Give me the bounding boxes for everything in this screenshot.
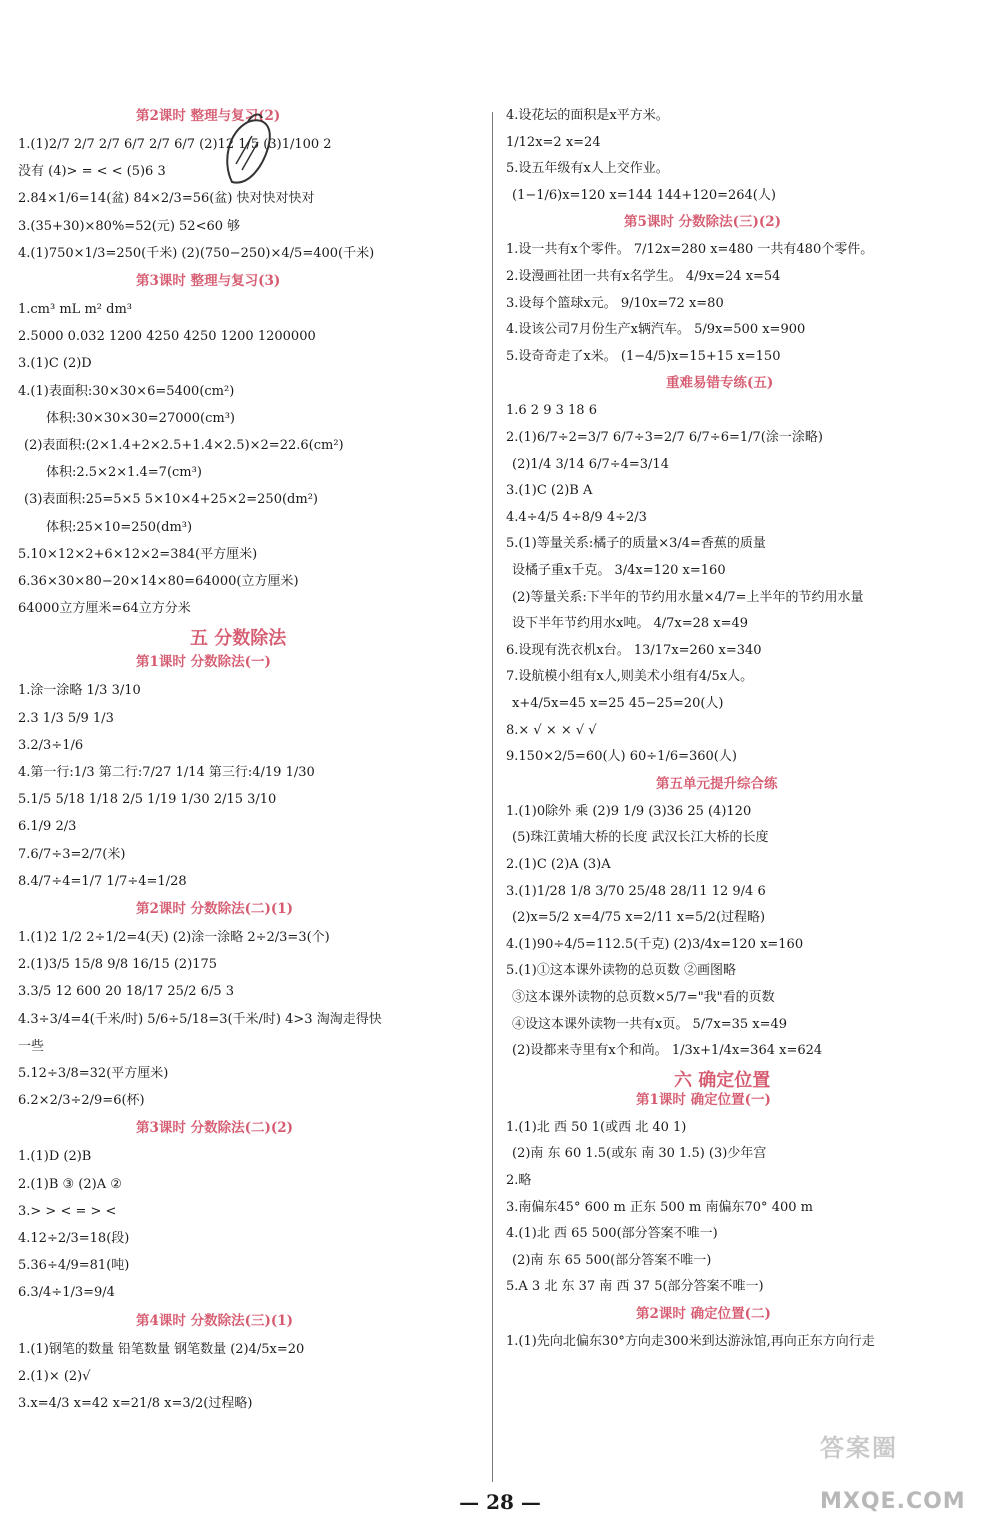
answer-line: 1.(1)2 1/2 2÷1/2=4(天) (2)涂一涂略 2÷2/3=3(个) [18, 930, 330, 945]
section-heading: 重难易错专练(五) [666, 375, 774, 392]
watermark-logo: 答案圈 [820, 1434, 898, 1462]
answer-line: 8.4/7÷4=1/7 1/7÷4=1/28 [18, 873, 187, 889]
answer-line: 1/12x=2 x=24 [506, 134, 601, 150]
answer-line: (2)x=5/2 x=4/75 x=2/11 x=5/2(过程略) [512, 910, 766, 926]
answer-line: 4.(1)90÷4/5=112.5(千克) (2)3/4x=120 x=160 [506, 936, 804, 952]
watermark [820, 1428, 990, 1514]
answer-line: 4.设花坛的面积是x平方米。 [506, 108, 669, 123]
answer-line: (1−1/6)x=120 x=144 144+120=264(人) [512, 187, 776, 203]
answer-line: (2)设都来寺里有x个和尚。 1/3x+1/4x=364 x=624 [512, 1043, 823, 1059]
answer-line: 4.(1)750×1/3=250(千米) (2)(750−250)×4/5=400(千米) [18, 245, 375, 261]
answer-line: x+4/5x=45 x=25 45−25=20(人) [512, 696, 724, 711]
answer-line: 3.(1)C (2)B A [506, 483, 593, 499]
answer-line: 1.cm³ mL m² dm³ [18, 302, 132, 317]
answer-line: 设橘子重x千克。 3/4x=120 x=160 [512, 563, 726, 578]
answer-line: (3)表面积:25=5×5 5×10×4+25×2=250(dm²) [24, 492, 318, 508]
answer-line: 5.12÷3/8=32(平方厘米) [18, 1066, 169, 1081]
answer-line: 3.南偏东45° 600 m 正东 500 m 南偏东70° 400 m [506, 1199, 813, 1215]
answer-line: 3.(1)1/28 1/8 3/70 25/48 28/11 12 9/4 6 [506, 883, 766, 899]
section-heading: 第2课时 整理与复习(2) [136, 108, 281, 124]
answer-line: 5.1/5 5/18 1/18 2/5 1/19 1/30 2/15 3/10 [18, 792, 277, 808]
answer-line: 2.略 [506, 1173, 532, 1188]
section-heading: 五 分数除法 [190, 628, 287, 650]
watermark-site: MXQE.COM [820, 1489, 966, 1514]
section-heading: 第3课时 分数除法(二)(2) [136, 1120, 294, 1137]
pencil-doodle-icon [218, 112, 278, 202]
answer-line: (2)表面积:(2×1.4+2×2.5+1.4×2.5)×2=22.6(cm²) [24, 438, 344, 453]
answer-line: 6.设现有洗衣机x台。 13/17x=260 x=340 [506, 642, 762, 658]
answer-line: 3.设每个篮球x元。 9/10x=72 x=80 [506, 295, 724, 311]
answer-line: 6.36×30×80−20×14×80=64000(立方厘米) [18, 574, 299, 589]
column-divider [492, 112, 493, 1482]
answer-line: (2)南 东 65 500(部分答案不唯一) [512, 1252, 712, 1268]
answer-line: 3.x=4/3 x=42 x=21/8 x=3/2(过程略) [18, 1396, 253, 1411]
answer-line: 4.4÷4/5 4÷8/9 4÷2/3 [506, 509, 647, 525]
answer-line: 5.设五年级有x人上交作业。 [506, 161, 669, 177]
answer-line: 3.(1)C (2)D [18, 356, 92, 372]
section-heading: 第4课时 分数除法(三)(1) [136, 1312, 294, 1329]
answer-line: 1.6 2 9 3 18 6 [506, 403, 597, 419]
answer-line: 没有 (4)> = < < (5)6 3 [18, 164, 166, 180]
answer-line: 体积:30×30×30=27000(cm³) [46, 410, 236, 426]
answer-line: 2.(1)× (2)√ [18, 1368, 91, 1384]
answer-line: 一些 [18, 1038, 45, 1054]
answer-line: ④设这本课外读物一共有x页。 5/7x=35 x=49 [512, 1016, 788, 1032]
answer-line: 2.5000 0.032 1200 4250 4250 1200 1200000 [18, 329, 316, 345]
answer-line: 8.× √ × × √ √ [506, 722, 597, 738]
answer-line: 6.3/4÷1/3=9/4 [18, 1285, 115, 1301]
section-heading: 第1课时 确定位置(一) [636, 1091, 771, 1108]
answer-line: 4.(1)表面积:30×30×6=5400(cm²) [18, 383, 235, 399]
answer-line: 2.3 1/3 5/9 1/3 [18, 710, 114, 726]
answer-line: 2.(1)C (2)A (3)A [506, 857, 611, 872]
answer-line: 3.2/3÷1/6 [18, 737, 84, 753]
answer-line: (5)珠江黄埔大桥的长度 武汉长江大桥的长度 [512, 830, 769, 846]
answer-line: 5.A 3 北 东 37 南 西 37 5(部分答案不唯一) [506, 1279, 764, 1295]
answer-line: ③这本课外读物的总页数×5/7="我"看的页数 [512, 990, 775, 1005]
answer-line: 3.(35+30)×80%=52(元) 52<60 够 [18, 218, 241, 234]
answer-line: 设下半年节约用水x吨。 4/7x=28 x=49 [512, 616, 749, 632]
answer-line: 4.第一行:1/3 第二行:7/27 1/14 第三行:4/19 1/30 [18, 765, 315, 780]
section-heading: 第5课时 分数除法(三)(2) [624, 214, 782, 231]
answer-line: 2.84×1/6=14(盆) 84×2/3=56(盆) 快对快对快对 [18, 191, 315, 207]
answer-line: 1.(1)北 西 50 1(或西 北 40 1) [506, 1119, 687, 1135]
answer-line: 6.2×2/3÷2/9=6(杯) [18, 1093, 145, 1109]
answer-line: 5.(1)等量关系:橘子的质量×3/4=香蕉的质量 [506, 536, 766, 552]
answer-line: 5.10×12×2+6×12×2=384(平方厘米) [18, 546, 258, 562]
answer-line: 体积:2.5×2×1.4=7(cm³) [46, 465, 202, 481]
answer-line: 6.1/9 2/3 [18, 819, 77, 835]
section-heading: 六 确定位置 [674, 1069, 771, 1091]
answer-line: 1.(1)先向北偏东30°方向走300米到达游泳馆,再向正东方向行走 [506, 1334, 875, 1349]
answer-line: 5.(1)①这本课外读物的总页数 ②画图略 [506, 963, 736, 979]
section-heading: 第2课时 确定位置(二) [636, 1306, 771, 1322]
page-number: — 28 — [459, 1490, 541, 1514]
answer-line: 4.12÷2/3=18(段) [18, 1231, 130, 1246]
answer-line: 64000立方厘米=64立方分米 [18, 601, 191, 617]
answer-line: 2.(1)3/5 15/8 9/8 16/15 (2)175 [18, 957, 218, 973]
section-heading: 第1课时 分数除法(一) [136, 654, 271, 671]
answer-line: 4.设该公司7月份生产x辆汽车。 5/9x=500 x=900 [506, 322, 806, 338]
answer-line: (2)1/4 3/14 6/7÷4=3/14 [512, 456, 669, 472]
answer-line: 2.设漫画社团一共有x名学生。 4/9x=24 x=54 [506, 269, 781, 284]
answer-line: 2.(1)B ③ (2)A ② [18, 1176, 122, 1192]
answer-line: 1.(1)2/7 2/7 2/7 6/7 2/7 6/7 (2)12 1/5 (3)1/100 2 [18, 137, 332, 152]
section-heading: 第2课时 分数除法(二)(1) [136, 901, 294, 917]
answer-line: 体积:25×10=250(dm³) [46, 519, 193, 535]
answer-line: 7.设航模小组有x人,则美术小组有4/5x人。 [506, 669, 754, 685]
answer-line: 7.6/7÷3=2/7(米) [18, 846, 126, 862]
answer-line: 9.150×2/5=60(人) 60÷1/6=360(人) [506, 749, 737, 765]
answer-line: 1.(1)0除外 乘 (2)9 1/9 (3)36 25 (4)120 [506, 803, 752, 819]
answer-line: 4.3÷3/4=4(千米/时) 5/6÷5/18=3(千米/时) 4>3 淘淘走得快 [18, 1011, 382, 1027]
answer-line: 5.设奇奇走了x米。 (1−4/5)x=15+15 x=150 [506, 348, 781, 364]
section-heading: 第五单元提升综合练 [656, 775, 778, 792]
answer-line: 1.(1)钢笔的数量 铅笔数量 钢笔数量 (2)4/5x=20 [18, 1341, 305, 1357]
answer-line: 5.36÷4/9=81(吨) [18, 1258, 130, 1274]
answer-line: 2.(1)6/7÷2=3/7 6/7÷3=2/7 6/7÷6=1/7(涂一涂略) [506, 430, 823, 445]
answer-line: 1.(1)D (2)B [18, 1149, 92, 1165]
answer-line: (2)南 东 60 1.5(或东 南 30 1.5) (3)少年宫 [512, 1146, 767, 1162]
answer-line: 1.涂一涂略 1/3 3/10 [18, 683, 141, 699]
answer-line: 3.3/5 12 600 20 18/17 25/2 6/5 3 [18, 984, 234, 1000]
answer-line: (2)等量关系:下半年的节约用水量×4/7=上半年的节约用水量 [512, 589, 864, 605]
section-heading: 第3课时 整理与复习(3) [136, 273, 281, 289]
answer-line: 3.> > < = > < [18, 1203, 117, 1219]
answer-line: 1.设一共有x个零件。 7/12x=280 x=480 一共有480个零件。 [506, 242, 874, 258]
answer-line: 4.(1)北 西 65 500(部分答案不唯一) [506, 1226, 718, 1242]
